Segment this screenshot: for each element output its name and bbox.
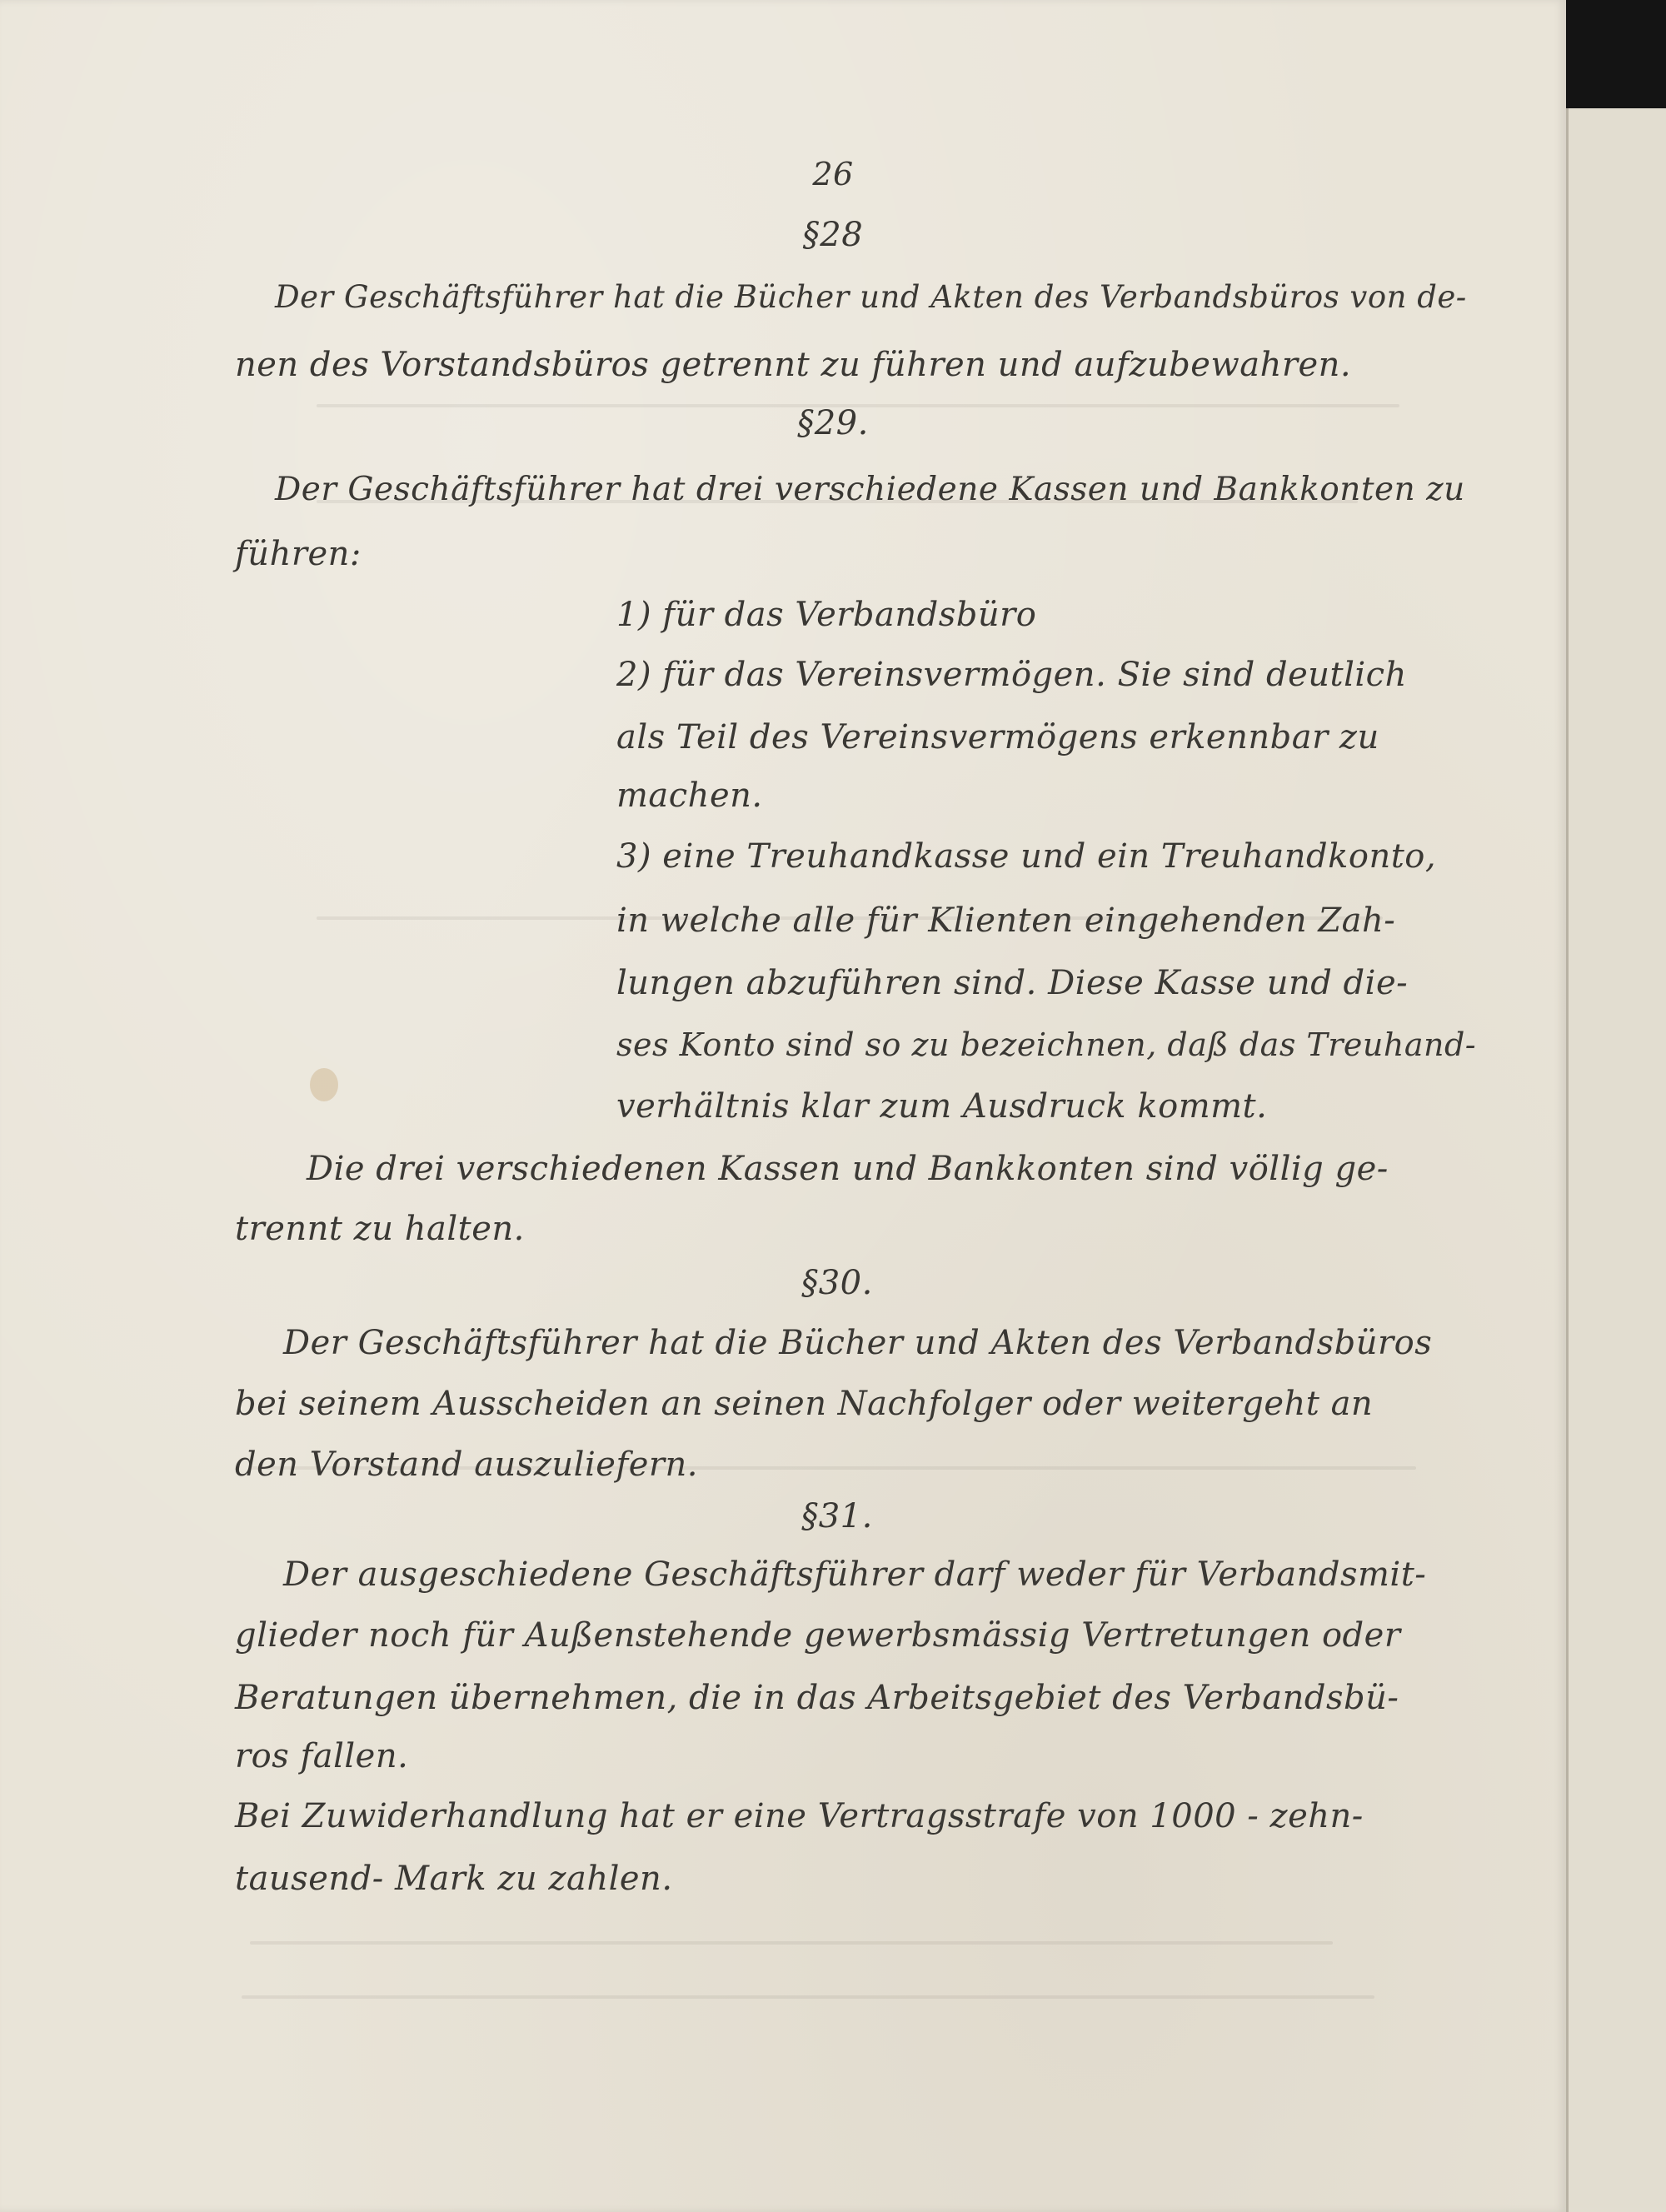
section-29-closing-line-2: trennt zu halten. [235, 1210, 525, 1248]
section-31-closing-line-1: Bei Zuwiderhandlung hat er eine Vertragsstrafe von 1000 - zehn- [235, 1797, 1364, 1835]
page-number: 26 [812, 156, 854, 192]
section-31-line-2: glieder noch für Außenstehende gewerbsmässig Vertretungen oder [235, 1616, 1401, 1655]
section-29-list-line-3: als Teil des Vereinsvermögens erkennbar zu [616, 718, 1379, 756]
section-29-list-line-1: 1) für das Verbandsbüro [616, 596, 1037, 634]
section-29-list-line-7: lungen abzuführen sind. Diese Kasse und die- [616, 964, 1409, 1002]
section-heading-29: §29. [797, 404, 869, 442]
section-31-line-4: ros fallen. [235, 1737, 409, 1775]
section-30-line-1: Der Geschäftsführer hat die Bücher und Akten des Verbandsbüros [283, 1324, 1433, 1362]
section-29-line-1: Der Geschäftsführer hat drei verschiedene Kassen und Bankkonten zu [275, 471, 1465, 508]
section-31-line-3: Beratungen übernehmen, die in das Arbeitsgebiet des Verbandsbü- [235, 1679, 1399, 1717]
section-30-line-3: den Vorstand auszuliefern. [235, 1446, 699, 1484]
section-31-line-1: Der ausgeschiedene Geschäftsführer darf weder für Verbandsmit- [283, 1555, 1427, 1594]
section-29-list-line-5: 3) eine Treuhandkasse und ein Treuhandkonto, [616, 837, 1437, 876]
paper-stain [310, 1068, 338, 1101]
bleed-through-line [250, 1941, 1333, 1945]
section-29-list-line-8: ses Konto sind so zu bezeichnen, daß das Treuhand- [616, 1026, 1477, 1063]
section-29-list-line-9: verhältnis klar zum Ausdruck kommt. [616, 1087, 1268, 1126]
section-29-list-line-2: 2) für das Vereinsvermögen. Sie sind deutlich [616, 656, 1407, 694]
section-30-line-2: bei seinem Ausscheiden an seinen Nachfolger oder weitergeht an [235, 1385, 1374, 1423]
next-page-edge [1566, 108, 1666, 2212]
section-heading-30: §30. [801, 1264, 873, 1302]
section-29-closing-line-1: Die drei verschiedenen Kassen und Bankkonten sind völlig ge- [307, 1150, 1389, 1188]
scanner-dark-corner [1566, 0, 1666, 108]
section-heading-31: §31. [801, 1497, 873, 1535]
section-29-list-line-6: in welche alle für Klienten eingehenden Zah- [616, 901, 1396, 940]
section-29-list-line-4: machen. [616, 776, 763, 815]
section-29-line-2: führen: [235, 535, 362, 573]
section-31-closing-line-2: tausend- Mark zu zahlen. [235, 1860, 673, 1898]
bleed-through-line [242, 1995, 1374, 1999]
section-heading-28: §28 [802, 216, 864, 254]
section-28-line-2: nen des Vorstandsbüros getrennt zu führen und aufzubewahren. [235, 346, 1352, 384]
section-28-line-1: Der Geschäftsführer hat die Bücher und Akten des Verbandsbüros von de- [275, 279, 1467, 315]
